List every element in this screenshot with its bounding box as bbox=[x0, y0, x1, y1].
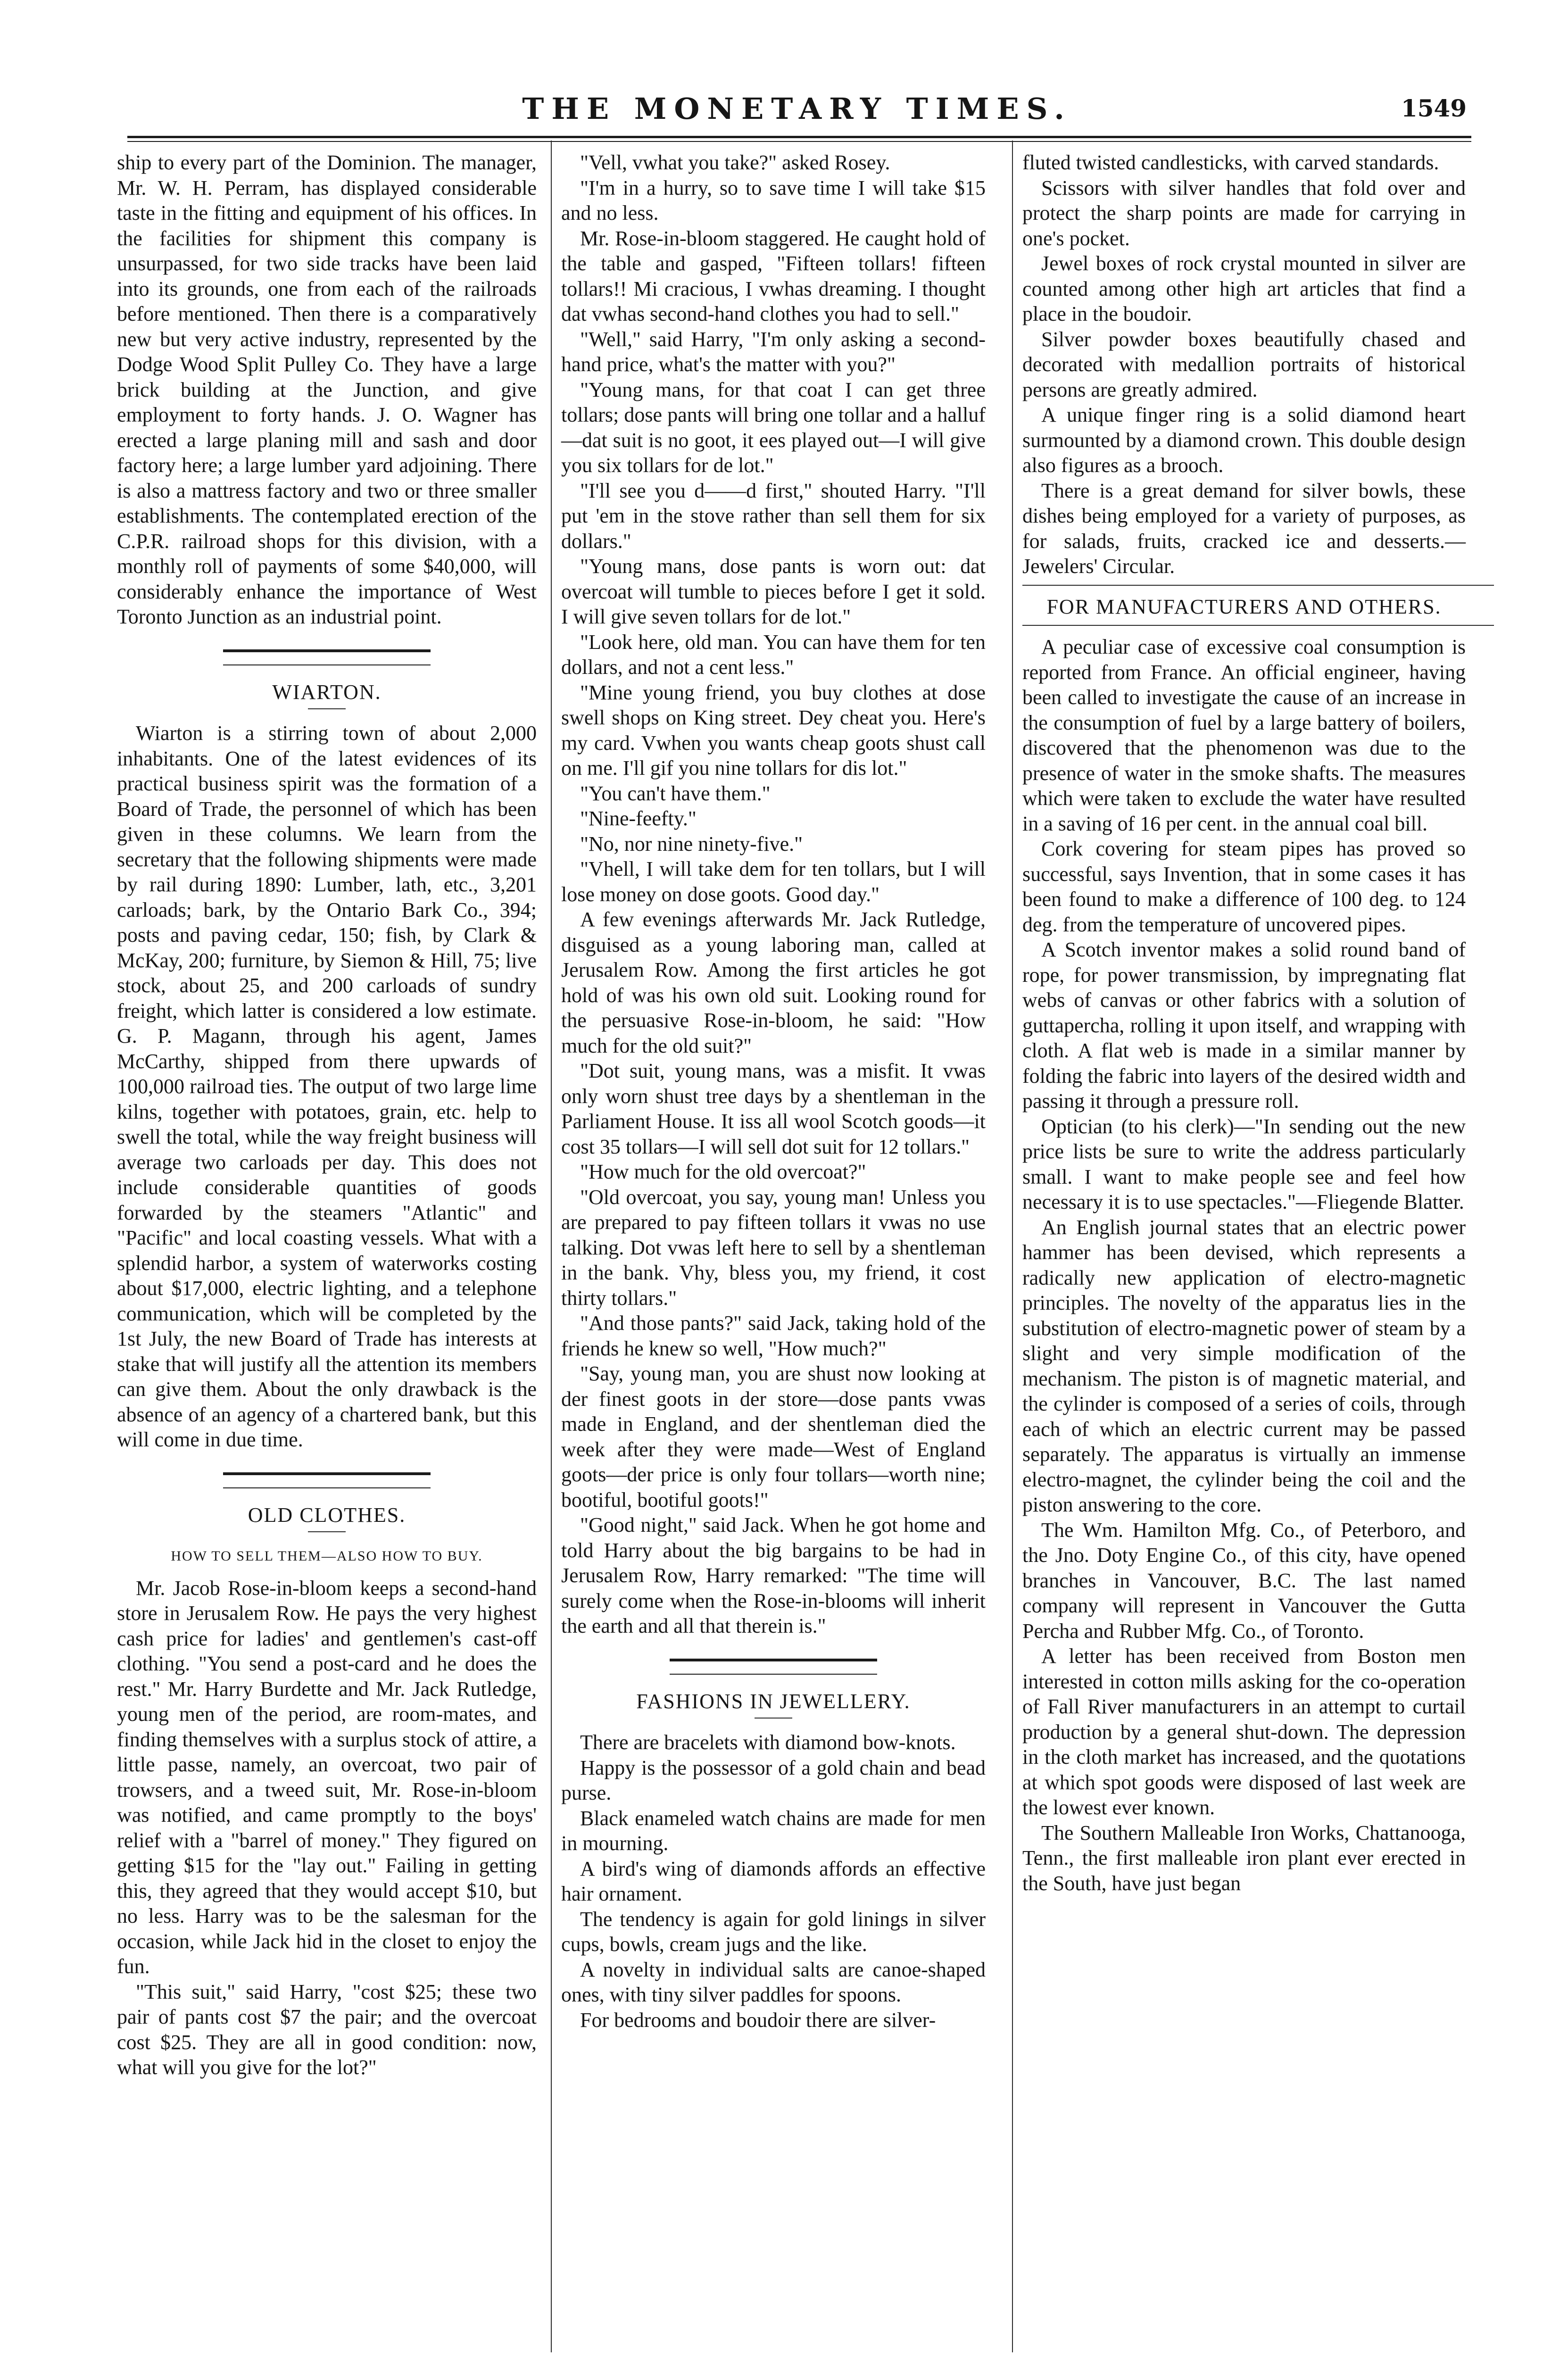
article-paragraph: "Vhell, I will take dem for ten tollars, but I will lose money on dose goots. Good day." bbox=[561, 857, 986, 906]
section-separator bbox=[223, 1472, 431, 1488]
section-separator bbox=[670, 1659, 877, 1675]
column-2 bbox=[561, 150, 986, 2033]
article-paragraph: ship to every part of the Dominion. The manager, Mr. W. H. Perram, has displayed considerable taste in the fitting and equipment of his offices. In the facilities for shipment this company is unsurpassed, for two side tracks have been laid into its grounds, one from each of the railroads before mentioned. Then there is a comparatively new but very active industry, represented by the Dodge Wood Split Pulley Co. They have a large brick building at the Junction, and give employment to forty hands. J. O. Wagner has erected a large planing mill and sash and door factory here; a large lumber yard adjoining. There is also a mattress factory and two or three smaller establishments. The contemplated erection of the C.P.R. railroad shops for this division, with a monthly roll of payments of some $40,000, will considerably enhance the importance of West Toronto Junction as an industrial point. bbox=[117, 151, 537, 628]
article-paragraph: "Mine young friend, you buy clothes at dose swell shops on King street. Dey cheat you. Here's my card. Vwhen you wants cheap goots shust call on me. I'll gif you nine tollars for dis lot." bbox=[561, 681, 986, 780]
article-paragraph: "Good night," said Jack. When he got home and told Harry about the big bargains to be had in Jerusalem Row, Harry remarked: "The time will surely come when the Rose-in-blooms will inherit the earth and all that therein is." bbox=[561, 1513, 986, 1637]
section-subheading: HOW TO SELL THEM—ALSO HOW TO BUY. bbox=[171, 1548, 483, 1564]
article-paragraph: A letter has been received from Boston men interested in cotton mills asking for the co-operation of Fall River manufacturers in an attempt to curtail production by a general shut-down. The depression in the cloth market has increased, and the quotations at which spot goods were disposed of last week are the lowest ever known. bbox=[1022, 1644, 1466, 1819]
article-paragraph: Mr. Rose-in-bloom staggered. He caught hold of the table and gasped, "Fifteen tollars! fifteen tollars!! Mi cracious, I vwhas dreaming. I thought dat vwhas second-hand clothes you had to sell." bbox=[561, 226, 986, 325]
column-divider bbox=[551, 141, 552, 2352]
article-paragraph: The Wm. Hamilton Mfg. Co., of Peterboro, and the Jno. Doty Engine Co., of this city, have opened branches in Vancouver, B.C. The last named company will represent in Vancouver the Gutta Percha and Rubber Mfg. Co., of Toronto. bbox=[1022, 1518, 1466, 1643]
section-heading-jewellery: FASHIONS IN JEWELLERY. bbox=[636, 1689, 911, 1713]
article-paragraph: fluted twisted candlesticks, with carved standards. bbox=[1022, 151, 1439, 174]
heading-rule bbox=[755, 1718, 792, 1719]
article-paragraph: For bedrooms and boudoir there are silver- bbox=[580, 2008, 936, 2032]
article-paragraph: A unique finger ring is a solid diamond heart surmounted by a diamond crown. This double design also figures as a brooch. bbox=[1022, 403, 1466, 477]
article-paragraph: Mr. Jacob Rose-in-bloom keeps a second-hand store in Jerusalem Row. He pays the very highest cash price for ladies' and gentlemen's cast-off clothing. "You send a post-card and he does the rest." Mr. Harry Burdette and Mr. Jack Rutledge, young men of the period, are room-mates, and finding themselves with a surplus stock of attire, a little passe, namely, an overcoat, two pair of trowsers, and a tweed suit, Mr. Rose-in-bloom was notified, and came promptly to the boys' relief with a "barrel of money." They figured on getting $15 for the "lay out." Failing in getting this, they agreed that they would accept $10, but no less. Harry was to be the salesman for the occasion, while Jack hid in the closet to enjoy the fun. bbox=[117, 1576, 537, 1978]
article-paragraph: "Say, young man, you are shust now looking at der finest goots in der store—dose pants vwas made in England, and der shentleman died the week after they were made—West of England goots—der price is only four tollars—worth nine; bootiful, bootiful goots!" bbox=[561, 1362, 986, 1511]
heading-rule bbox=[308, 1531, 346, 1532]
article-paragraph: "Nine-feefty." bbox=[580, 807, 697, 830]
article-paragraph: The Southern Malleable Iron Works, Chattanooga, Tenn., the first malleable iron plant ever erected in the South, have just began bbox=[1022, 1821, 1466, 1895]
article-paragraph: A bird's wing of diamonds affords an effective hair ornament. bbox=[561, 1857, 986, 1905]
article-paragraph: Wiarton is a stirring town of about 2,000 inhabitants. One of the latest evidences of its practical business spirit was the formation of a Board of Trade, the personnel of which has been given in these columns. We learn from the secretary that the following shipments were made by rail during 1890: Lumber, lath, etc., 3,201 carloads; bark, by the Ontario Bark Co., 394; posts and paving cedar, 150; fish, by Clark & McKay, 200; furniture, by Siemon & Hill, 75; live stock, about 25, and 200 carloads of sundry freight, which latter is considered a low estimate. G. P. Magann, through his agent, James McCarthy, shipped from there upwards of 100,000 railroad ties. The output of two large lime kilns, together with potatoes, grain, etc. help to swell the total, while the way freight business will average two carloads per day. This does not include considerable quantities of goods forwarded by the steamers "Atlantic" and "Pacific" and local coasting vessels. What with a splendid harbor, a system of waterworks costing about $17,000, electric lighting, and a telephone communication, which will be completed by the 1st July, the new Board of Trade has interests at stake that will justify all the attention its members can give them. About the only drawback is the absence of an agency of a chartered bank, but this will come in due time. bbox=[117, 722, 537, 1451]
article-paragraph: The tendency is again for gold linings in silver cups, bowls, cream jugs and the like. bbox=[561, 1907, 986, 1956]
article-paragraph: "How much for the old overcoat?" bbox=[580, 1160, 866, 1183]
article-paragraph: Happy is the possessor of a gold chain and bead purse. bbox=[561, 1756, 986, 1804]
article-paragraph: Cork covering for steam pipes has proved so successful, says Invention, that in some cases it has been found to make a difference of 100 deg. to 124 deg. from the temperature of uncovered pipes. bbox=[1022, 837, 1466, 936]
publication-title: THE MONETARY TIMES. bbox=[522, 91, 1072, 126]
article-paragraph: Optician (to his clerk)—"In sending out the new price lists be sure to write the address particularly small. I want to make people see and feel how necessary it is to use spectacles."—Fliegende Blatter. bbox=[1022, 1114, 1466, 1213]
section-heading-manufacturers: FOR MANUFACTURERS AND OTHERS. bbox=[1046, 595, 1442, 618]
heading-rule bbox=[1022, 625, 1494, 626]
article-paragraph: Jewel boxes of rock crystal mounted in silver are counted among other high art articles that find a place in the boudoir. bbox=[1022, 252, 1466, 325]
article-paragraph: Scissors with silver handles that fold over and protect the sharp points are made for carrying in one's pocket. bbox=[1022, 176, 1466, 250]
article-paragraph: "Well," said Harry, "I'm only asking a second-hand price, what's the matter with you?" bbox=[561, 327, 986, 376]
header-rule bbox=[127, 136, 1471, 142]
column-1 bbox=[117, 150, 537, 2080]
article-paragraph: A novelty in individual salts are canoe-shaped ones, with tiny silver paddles for spoons. bbox=[561, 1958, 986, 2006]
column-3 bbox=[1022, 150, 1466, 1896]
article-paragraph: There are bracelets with diamond bow-knots. bbox=[580, 1731, 956, 1754]
section-separator bbox=[223, 649, 431, 665]
section-heading-wiarton: WIARTON. bbox=[272, 680, 382, 704]
article-paragraph: "I'll see you d——d first," shouted Harry. "I'll put 'em in the stove rather than sell them for six dollars." bbox=[561, 479, 986, 553]
article-paragraph: Black enameled watch chains are made for men in mourning. bbox=[561, 1806, 986, 1855]
article-paragraph: "This suit," said Harry, "cost $25; these two pair of pants cost $7 the pair; and the overcoat cost $25. They are all in good condition: now, what will you give for the lot?" bbox=[117, 1980, 537, 2079]
article-paragraph: Silver powder boxes beautifully chased and decorated with medallion portraits of historical persons are greatly admired. bbox=[1022, 327, 1466, 401]
article-paragraph: A Scotch inventor makes a solid round band of rope, for power transmission, by impregnating flat webs of canvas or other fabrics with a solution of guttapercha, rolling it upon itself, and wrapping with cloth. A flat web is made in a similar manner by folding the fabric into layers of the desired width and passing it through a pressure roll. bbox=[1022, 938, 1466, 1113]
article-paragraph: A few evenings afterwards Mr. Jack Rutledge, disguised as a young laboring man, called at Jerusalem Row. Among the first articles he got hold of was his own old suit. Looking round for the persuasive Rose-in-bloom, he said: "How much for the old suit?" bbox=[561, 908, 986, 1057]
article-paragraph: "And those pants?" said Jack, taking hold of the friends he knew so well, "How much?" bbox=[561, 1312, 986, 1360]
article-paragraph: "I'm in a hurry, so to save time I will take $15 and no less. bbox=[561, 176, 986, 224]
masthead bbox=[127, 88, 1467, 130]
section-heading-old-clothes: OLD CLOTHES. bbox=[248, 1503, 406, 1527]
section-separator bbox=[1022, 585, 1494, 586]
article-paragraph: A peculiar case of excessive coal consumption is reported from France. An official engineer, having been called to investigate the cause of an increase in the consumption of fuel by a large battery of boilers, discovered that the phenomenon was due to the presence of water in the smoke shafts. The measures which were taken to exclude the water have resulted in a saving of 16 per cent. in the annual coal bill. bbox=[1022, 635, 1466, 835]
article-paragraph: "You can't have them." bbox=[580, 781, 771, 805]
article-paragraph: "Vell, vwhat you take?" asked Rosey. bbox=[580, 151, 890, 174]
article-paragraph: "Look here, old man. You can have them for ten dollars, and not a cent less." bbox=[561, 630, 986, 679]
article-paragraph: "Young mans, for that coat I can get three tollars; dose pants will bring one tollar and a halluf—dat suit is no goot, it ees played out—I will give you six tollars for de lot." bbox=[561, 378, 986, 477]
article-paragraph: "No, nor nine ninety-five." bbox=[580, 832, 803, 855]
page-number: 1549 bbox=[1401, 94, 1467, 122]
column-divider bbox=[1012, 141, 1013, 2352]
article-paragraph: "Dot suit, young mans, was a misfit. It vwas only worn shust tree days by a shentleman in the Parliament House. It iss all wool Scotch goods—it cost 35 tollars—I will sell dot suit for 12 tollars." bbox=[561, 1059, 986, 1158]
article-paragraph: "Old overcoat, you say, young man! Unless you are prepared to pay fifteen tollars it vwas no use talking. Dot vwas left here to sell by a shentleman in the bank. Vhy, bless you, my friend, it cost thirty tollars." bbox=[561, 1185, 986, 1310]
article-paragraph: An English journal states that an electric power hammer has been devised, which represents a radically new application of electro-magnetic principles. The novelty of the apparatus lies in the substitution of electro-magnetic power of steam by a slight and very simple modification of the mechanism. The piston is of magnetic material, and the cylinder is composed of a series of coils, through each of which an electric current may be passed separately. The apparatus is virtually an immense electro-magnet, the cylinder being the coil and the piston answering to the core. bbox=[1022, 1215, 1466, 1516]
heading-rule bbox=[308, 708, 346, 709]
article-paragraph: There is a great demand for silver bowls, these dishes being employed for a variety of purposes, as for salads, fruits, cracked ice and desserts.—Jewelers' Circular. bbox=[1022, 479, 1466, 578]
article-paragraph: "Young mans, dose pants is worn out: dat overcoat will tumble to pieces before I get it sold. I will give seven tollars for de lot." bbox=[561, 555, 986, 628]
